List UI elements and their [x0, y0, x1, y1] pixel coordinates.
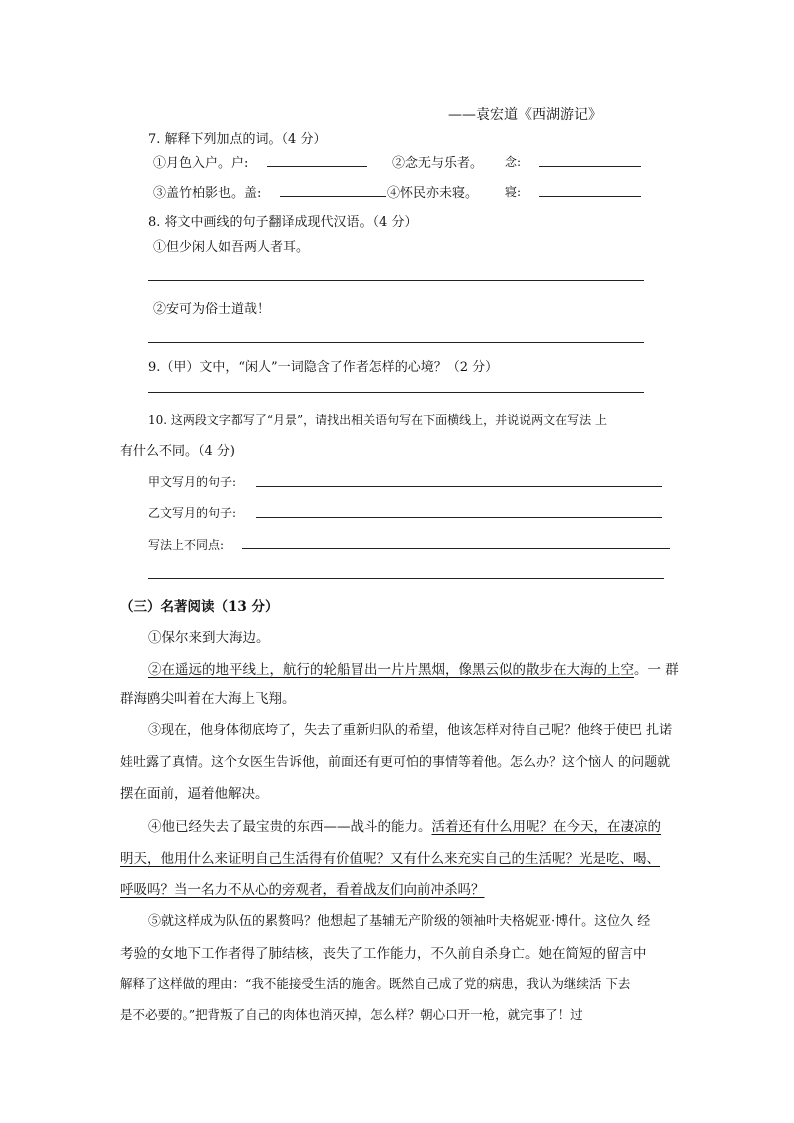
q7-item2-blank[interactable] [539, 166, 641, 167]
para2-rest: 。一 群 [634, 662, 679, 678]
para3-line3: 摆在面前，逼着他解决。 [120, 786, 269, 802]
q10-extra-line[interactable] [148, 578, 664, 579]
para2-underlined: ②在遥远的地平线上，航行的轮船冒出一片片黑烟，像黑云似的散步在大海的上空 [148, 662, 634, 678]
q9-answer-line[interactable] [148, 392, 644, 393]
q10-field3-label: 写法上不同点: [148, 538, 225, 552]
para3-line2: 娃吐露了真情。这个女医生告诉他，前面还有更可怕的事情等着他。怎么办？这个恼人 的问题就 [120, 755, 671, 770]
q10-stem-line1: 10. 这两段文字都写了“月景”，请找出相关语句写在下面横线上，并说说两文在写法 上 [148, 413, 607, 427]
para5-line4: 是不必要的。”把背叛了自己的肉体也消灭掉，怎么样？朝心口开一枪，就完事了！过 [120, 1007, 583, 1022]
q7-item4-blank[interactable] [539, 196, 641, 197]
para4-underlined: 活着还有什么用呢？在今天，在凄凉的 [431, 819, 661, 835]
para2-line1 [148, 658, 679, 678]
para5-line3: 解释了这样做的理由：“我不能接受生活的施舍。既然自己成了党的病患，我认为继续活 下去 [120, 976, 631, 991]
q10-field2-line[interactable] [256, 517, 662, 518]
para3-line1: ③现在，他身体彻底垮了，失去了重新归队的希望，他该怎样对待自己呢？他终于使巴 扎诺 [148, 723, 673, 738]
para4-plain: ④他已经失去了最宝贵的东西——战斗的能力。 [148, 819, 432, 835]
source-attribution: ——袁宏道《西湖游记》 [448, 107, 602, 123]
q7-item3: ③盖竹柏影也。盖: [153, 186, 262, 201]
q7-item3-blank[interactable] [280, 196, 386, 197]
para1: ①保尔来到大海边。 [148, 630, 270, 646]
q7-stem: 7. 解释下列加点的词。（4 分） [148, 132, 327, 147]
q10-field1-line[interactable] [256, 486, 662, 487]
q7-item1-blank[interactable] [267, 166, 367, 167]
q10-field3-line[interactable] [242, 548, 670, 549]
q7-item2: ②念无与乐者。 [392, 156, 484, 171]
q7-item4: ④怀民亦未寝。 [387, 186, 479, 201]
para5-line2: 考验的女地下工作者得了肺结核，丧失了工作能力，不久前自杀身亡。她在简短的留言中 [120, 946, 647, 962]
q8-stem: 8. 将文中画线的句子翻译成现代汉语。（4 分） [148, 215, 418, 230]
q10-stem-line2: 有什么不同。（4 分) [120, 444, 235, 459]
q10-field2-label: 乙文写月的句子: [148, 506, 237, 520]
para5-line1: ⑤就这样成为队伍的累赘吗？他想起了基辅无产阶级的领袖叶夫格妮亚·博什。这位久 经 [148, 914, 651, 929]
q8-item2: ②安可为俗士道哉！ [153, 302, 271, 317]
q7-item1: ①月色入户。户: [153, 156, 249, 171]
para4-line3: 呼吸吗？当一名力不从心的旁观者，看着战友们向前冲杀吗？ [120, 882, 485, 898]
q9-stem: 9.（甲）文中，“闲人”一词隐含了作者怎样的心境？（2 分） [148, 360, 499, 375]
para4-line2: 明天，他用什么来证明自己生活得有价值呢？又有什么来充实自己的生活呢？光是吃、喝、 [120, 851, 660, 867]
para4-line1 [148, 815, 661, 835]
q8-item1-answer-line[interactable] [148, 280, 644, 281]
q10-field1-label: 甲文写月的句子: [148, 475, 237, 489]
section3-heading: （三）名著阅读（13 分） [120, 599, 279, 615]
q8-item1: ①但少闲人如吾两人者耳。 [153, 240, 310, 255]
q8-item2-answer-line[interactable] [148, 342, 644, 343]
para2-line2: 群海鸥尖叫着在大海上飞翔。 [120, 691, 296, 707]
q7-item2-key: 念: [505, 155, 522, 169]
q7-item4-key: 寝: [505, 185, 522, 199]
